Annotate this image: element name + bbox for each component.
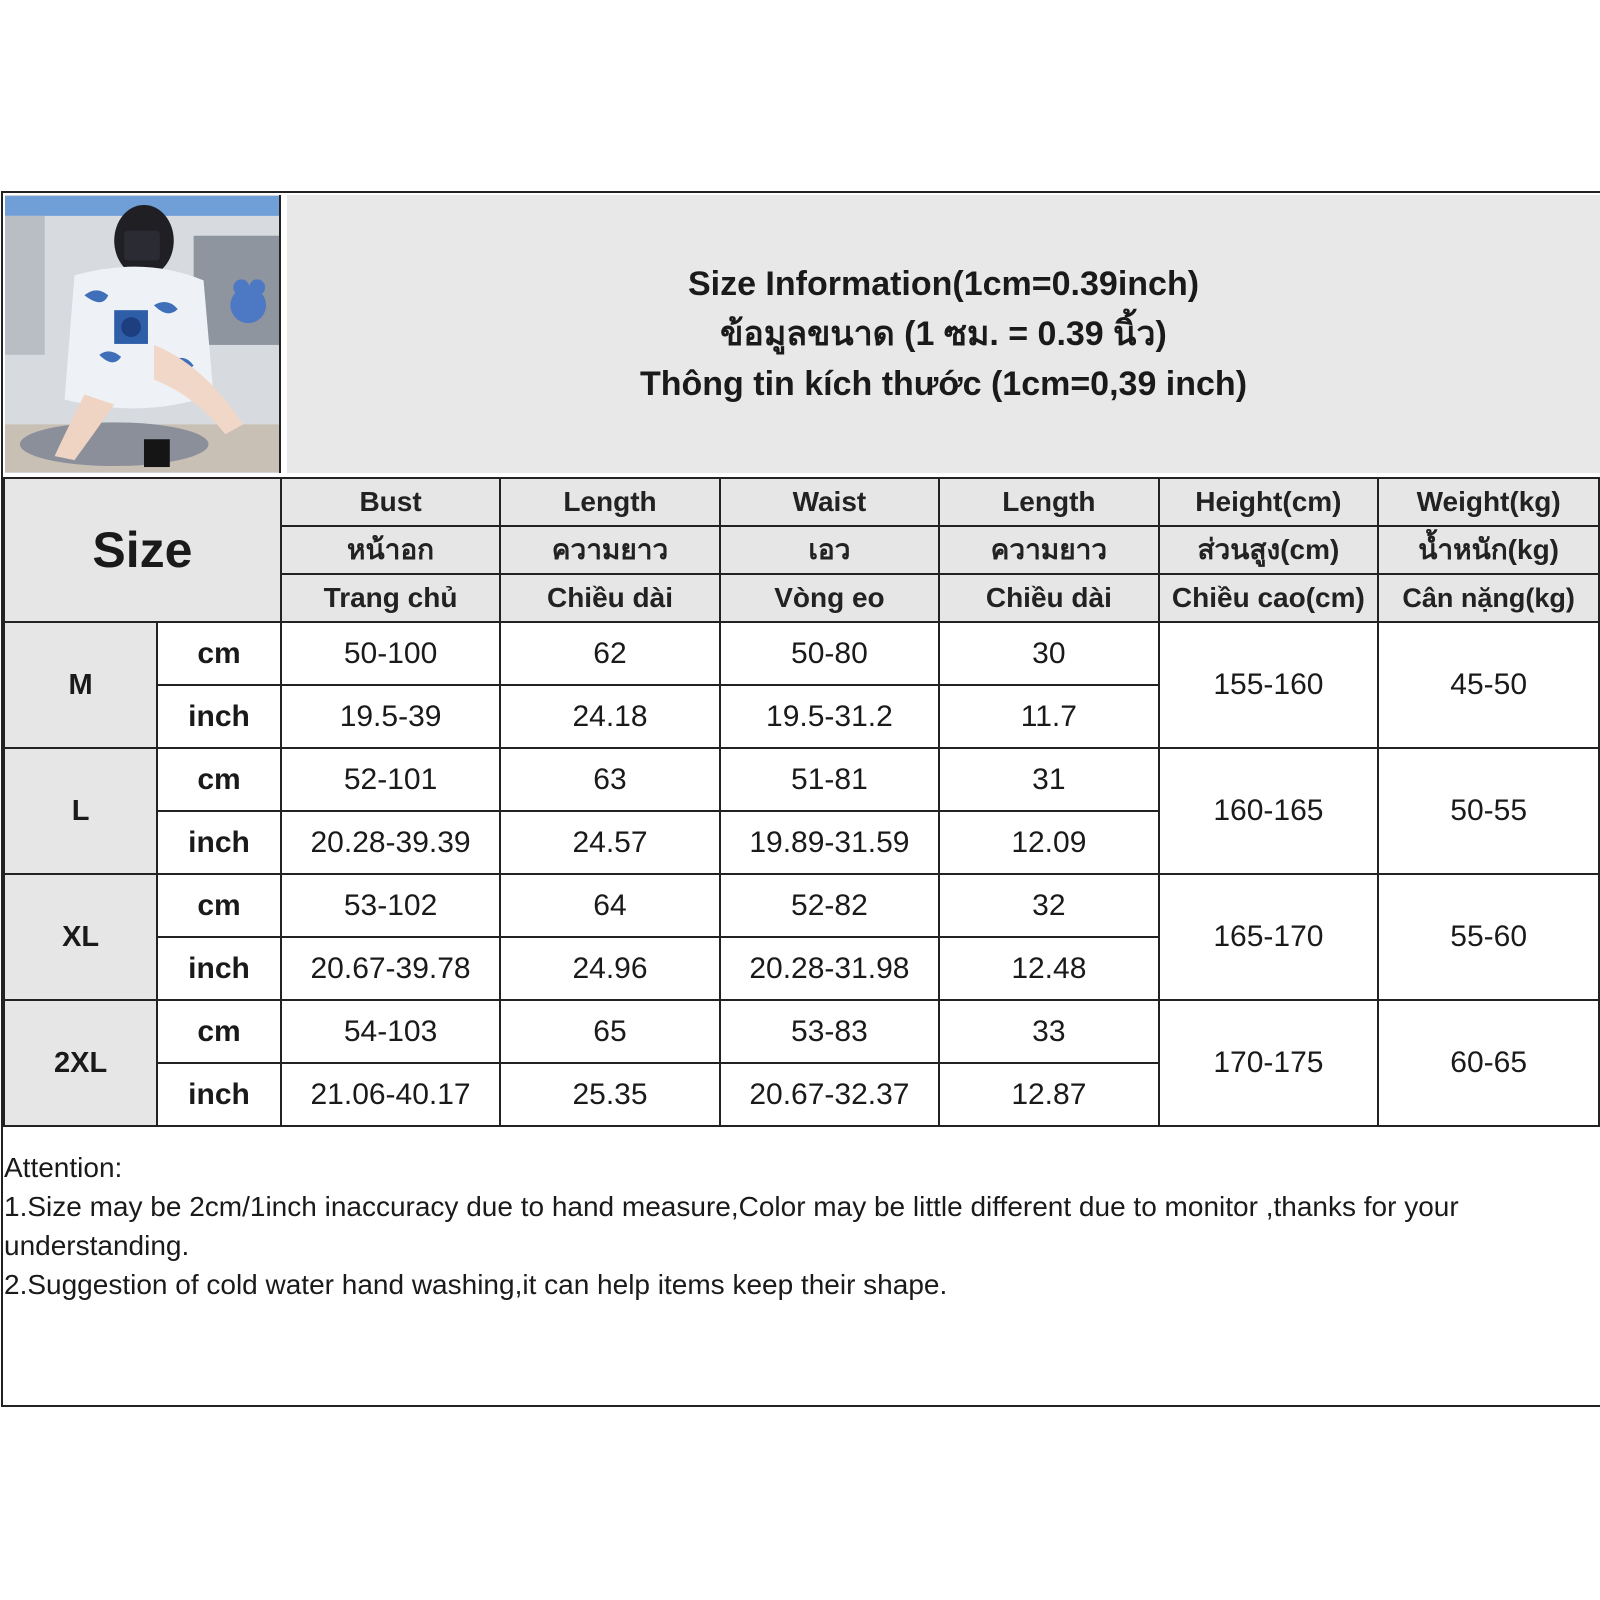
cell-bust: 19.5-39 xyxy=(281,685,501,748)
cell-length: 65 xyxy=(500,1000,719,1063)
cell-length: 12.09 xyxy=(939,811,1158,874)
table-row xyxy=(4,622,1599,685)
unit-label: inch xyxy=(157,685,281,748)
cell-length: 24.18 xyxy=(500,685,719,748)
unit-label: inch xyxy=(157,1063,281,1126)
cell-bust: 20.28-39.39 xyxy=(281,811,501,874)
size-header: Size xyxy=(4,478,281,622)
product-photo-image xyxy=(5,195,279,473)
column-header: ความยาว xyxy=(500,526,719,574)
cell-height: 155-160 xyxy=(1159,622,1379,748)
column-header: Chiều cao(cm) xyxy=(1159,574,1379,622)
cell-bust: 20.67-39.78 xyxy=(281,937,501,1000)
column-header: Vòng eo xyxy=(720,574,940,622)
cell-length: 12.87 xyxy=(939,1063,1158,1126)
size-name: XL xyxy=(4,874,157,1000)
cell-bust: 52-101 xyxy=(281,748,501,811)
cell-waist: 52-82 xyxy=(720,874,940,937)
title-thai: ข้อมูลขนาด (1 ซม. = 0.39 นิ้ว) xyxy=(720,315,1167,353)
column-header: Weight(kg) xyxy=(1378,478,1599,526)
cell-length: 25.35 xyxy=(500,1063,719,1126)
note-item: 2.Suggestion of cold water hand washing,it can help items keep their shape. xyxy=(4,1269,948,1300)
cell-length: 12.48 xyxy=(939,937,1158,1000)
column-header: Bust xyxy=(281,478,501,526)
cell-height: 165-170 xyxy=(1159,874,1379,1000)
cell-length: 63 xyxy=(500,748,719,811)
size-table xyxy=(3,477,1600,1127)
cell-waist: 19.5-31.2 xyxy=(720,685,940,748)
cell-weight: 45-50 xyxy=(1378,622,1599,748)
column-header: หน้าอก xyxy=(281,526,501,574)
cell-waist: 51-81 xyxy=(720,748,940,811)
title-box xyxy=(287,195,1600,473)
column-header: Waist xyxy=(720,478,940,526)
cell-waist: 50-80 xyxy=(720,622,940,685)
title-english: Size Information(1cm=0.39inch) xyxy=(687,265,1200,303)
column-header: ส่วนสูง(cm) xyxy=(1159,526,1379,574)
cell-length: 24.96 xyxy=(500,937,719,1000)
cell-bust: 53-102 xyxy=(281,874,501,937)
table-row xyxy=(4,1000,1599,1063)
cell-waist: 20.67-32.37 xyxy=(720,1063,940,1126)
cell-length: 24.57 xyxy=(500,811,719,874)
unit-label: cm xyxy=(157,622,281,685)
cell-weight: 50-55 xyxy=(1378,748,1599,874)
cell-weight: 55-60 xyxy=(1378,874,1599,1000)
size-name: 2XL xyxy=(4,1000,157,1126)
unit-label: cm xyxy=(157,748,281,811)
unit-label: inch xyxy=(157,937,281,1000)
cell-length: 33 xyxy=(939,1000,1158,1063)
column-header: Trang chủ xyxy=(281,574,501,622)
product-photo xyxy=(5,195,281,473)
column-header: Chiều dài xyxy=(500,574,719,622)
cell-length: 62 xyxy=(500,622,719,685)
cell-length: 32 xyxy=(939,874,1158,937)
cell-waist: 20.28-31.98 xyxy=(720,937,940,1000)
cell-weight: 60-65 xyxy=(1378,1000,1599,1126)
table-row xyxy=(4,748,1599,811)
unit-label: cm xyxy=(157,1000,281,1063)
cell-bust: 54-103 xyxy=(281,1000,501,1063)
cell-length: 11.7 xyxy=(939,685,1158,748)
cell-bust: 50-100 xyxy=(281,622,501,685)
column-header: น้ำหนัก(kg) xyxy=(1378,526,1599,574)
cell-length: 30 xyxy=(939,622,1158,685)
title-vietnamese: Thông tin kích thước (1cm=0,39 inch) xyxy=(639,365,1248,403)
cell-bust: 21.06-40.17 xyxy=(281,1063,501,1126)
cell-height: 160-165 xyxy=(1159,748,1379,874)
notes-heading: Attention: xyxy=(4,1152,123,1183)
column-header: Height(cm) xyxy=(1159,478,1379,526)
cell-height: 170-175 xyxy=(1159,1000,1379,1126)
cell-waist: 19.89-31.59 xyxy=(720,811,940,874)
unit-label: cm xyxy=(157,874,281,937)
note-item: 1.Size may be 2cm/1inch inaccuracy due to hand measure,Color may be little different due to monitor ,thanks for your understanding. xyxy=(4,1191,1459,1261)
cell-length: 31 xyxy=(939,748,1158,811)
cell-length: 64 xyxy=(500,874,719,937)
column-header: Chiều dài xyxy=(939,574,1158,622)
attention-notes xyxy=(4,1148,1594,1304)
cell-waist: 53-83 xyxy=(720,1000,940,1063)
header-row-english xyxy=(4,478,1599,526)
size-name: L xyxy=(4,748,157,874)
column-header: เอว xyxy=(720,526,940,574)
column-header: Cân nặng(kg) xyxy=(1378,574,1599,622)
column-header: Length xyxy=(939,478,1158,526)
column-header: ความยาว xyxy=(939,526,1158,574)
column-header: Length xyxy=(500,478,719,526)
table-row xyxy=(4,874,1599,937)
unit-label: inch xyxy=(157,811,281,874)
size-name: M xyxy=(4,622,157,748)
